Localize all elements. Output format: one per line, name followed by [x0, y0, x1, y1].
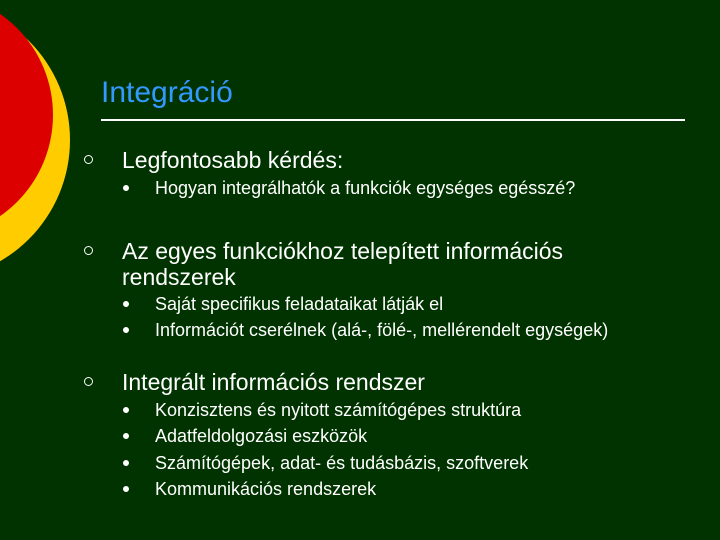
filled-dot-bullet-icon	[123, 301, 129, 307]
filled-dot-bullet-icon	[123, 327, 129, 333]
bullet-level2-text: Hogyan integrálhatók a funkciók egységes egésszé?	[155, 178, 576, 198]
hollow-circle-bullet-icon	[84, 246, 93, 255]
bullet-level1-text: Integrált információs rendszer	[122, 369, 425, 395]
bullet-level2-text: Saját specifikus feladataikat látják el	[155, 294, 444, 314]
corner-decoration	[0, 0, 80, 300]
hollow-circle-bullet-icon	[84, 155, 93, 164]
bullet-level2-text: Számítógépek, adat- és tudásbázis, szoftverek	[155, 453, 529, 473]
hollow-circle-bullet-icon	[84, 377, 93, 386]
slide-title: Integráció	[101, 76, 233, 109]
bullet-level1-text: Legfontosabb kérdés:	[122, 147, 344, 173]
bullet-level2-text: Adatfeldolgozási eszközök	[155, 426, 368, 446]
bullet-level1-text: Az egyes funkciókhoz telepített információs rendszerek	[122, 238, 564, 290]
filled-dot-bullet-icon	[123, 433, 129, 439]
filled-dot-bullet-icon	[123, 407, 129, 413]
title-underline	[101, 119, 685, 121]
filled-dot-bullet-icon	[123, 185, 129, 191]
bullet-level2-text: Kommunikációs rendszerek	[155, 479, 377, 499]
filled-dot-bullet-icon	[123, 486, 129, 492]
filled-dot-bullet-icon	[123, 460, 129, 466]
bullet-level2-text: Információt cserélnek (alá-, fölé-, mellérendelt egységek)	[155, 320, 609, 340]
bullet-level2-text: Konzisztens és nyitott számítógépes struktúra	[155, 400, 522, 420]
